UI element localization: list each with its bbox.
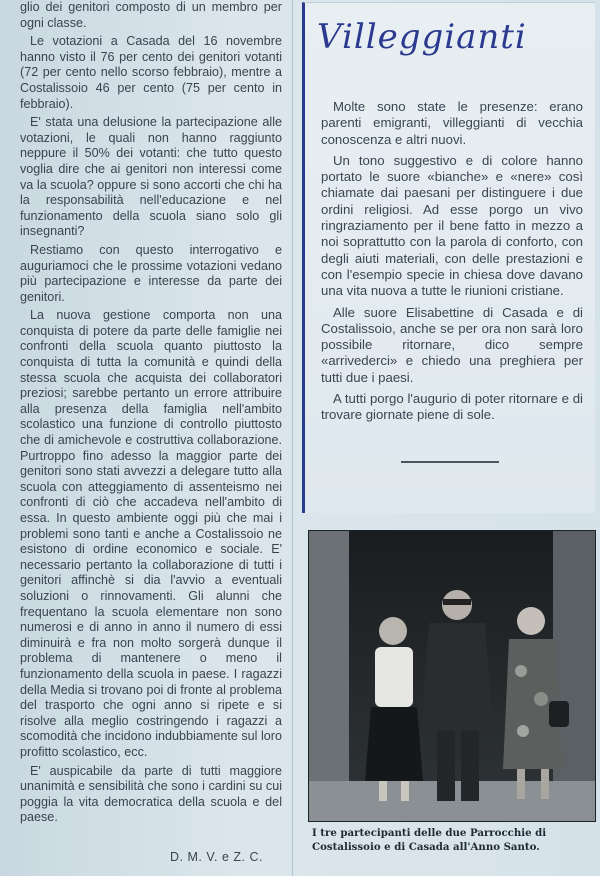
group-photo-illustration bbox=[309, 531, 595, 821]
column-divider bbox=[292, 0, 293, 876]
article-paragraph: E' auspicabile da parte di tutti maggiore unanimità e sensibilità che sono i cardini su cui poggia la vita democratica della scuola e del paese. bbox=[20, 763, 282, 825]
article-paragraph: E' stata una delusione la partecipazione alle votazioni, le quali non hanno raggiunto neppure il 50% dei votanti: che tutto questo voglia dire che ai genitori non interessi come va la scuola? oppure si sono accorti che chi ha la responsabilità nell'educazione e nel funzionamento della scuola siano solo gli insegnanti? bbox=[20, 115, 282, 239]
villeggianti-box bbox=[302, 2, 595, 513]
villeggianti-body bbox=[321, 99, 583, 429]
article-paragraph: La nuova gestione comporta non una conquista di potere da parte delle famiglie nei confronti della scuola quanto piuttosto la conquista di tutta la comunità e quindi della stessa scuola che acquista dei collaboratori preziosi; sarebbe pertanto un errore attribuire alla presenza della famiglia nell'ambito scolastico una funzione di controllo piuttosto che di amichevole e costruttiva collaborazione. Purtroppo fino adesso la maggior parte dei genitori sono stati avvezzi a delegare tutto alla scuola con atteggiamento di assenteismo nei confronti di ciò che accadeva nell'ambito di essa. In questo ambiente oggi più che mai i problemi sono tanti e anche a Costalissoio ne esistono di ordine economico e sociale. E' necessario pertanto la collaborazione di tutti i genitori affinchè si dia l'avvio a eventuali soluzioni o rinnovamenti. Gli alunni che frequentano la scuola elementare non sono numerosi e di anno in anno il numero di essi diminuirà e fra non molto sorgerà dunque il problema di mantenere o meno il funzionamento della scuola in paese. I ragazzi della Media si trovano poi di fronte al problema del trasporto che ogni anno si ripete e si risolve alla meglio costringendo i ragazzi a scomodità che incidono indubbiamente sul loro profitto scolastico, ecc. bbox=[20, 308, 282, 759]
article-paragraph: Alle suore Elisabettine di Casada e di Costalissoio, anche se per ora non sarà loro possibile ritornare, dico sempre «arrivederci» e chiedo una preghiera per tutti due i paesi. bbox=[321, 304, 583, 385]
article-paragraph: Un tono suggestivo e di colore hanno portato le suore «bianche» e «nere» così chiamate dai paesani per distinguere i due ordini religiosi. Ad esse porgo un vivo ringraziamento per il bene fatto in mezzo a noi soprattutto con la parola di conforto, con degli aiuti materiali, con delle prestazioni e con l'esempio specie in chiesa dove davano una vita nuova a tutte le riunioni cristiane. bbox=[321, 152, 583, 299]
photo-caption: I tre partecipanti delle due Parrocchie di Costalissoio e di Casada all'Anno Santo. bbox=[312, 827, 547, 853]
section-end-rule bbox=[401, 461, 499, 463]
article-paragraph: Restiamo con questo interrogativo e auguriamoci che le prossime votazioni vedano più partecipazione e interesse da parte dei genitori. bbox=[20, 242, 282, 304]
section-title: Villeggianti bbox=[317, 17, 527, 57]
article-paragraph: Le votazioni a Casada del 16 novembre hanno visto il 76 per cento dei genitori votanti (72 per cento nello scorso febbraio), mentre a Costalissoio 46 per cento (75 per cento in febbraio). bbox=[20, 34, 282, 111]
right-column bbox=[302, 0, 596, 876]
article-paragraph: A tutti porgo l'augurio di poter ritornare e di trovare giornate piene di sole. bbox=[321, 391, 583, 423]
group-photo bbox=[308, 530, 596, 822]
article-paragraph: glio dei genitori composto di un membro per ogni classe. bbox=[20, 0, 282, 30]
article-paragraph: Molte sono state le presenze: erano parenti emigranti, villeggianti di vecchia conoscenza e altri nuovi. bbox=[321, 99, 583, 147]
author-signature: D. M. V. e Z. C. bbox=[170, 850, 263, 864]
left-column-article bbox=[20, 0, 282, 876]
